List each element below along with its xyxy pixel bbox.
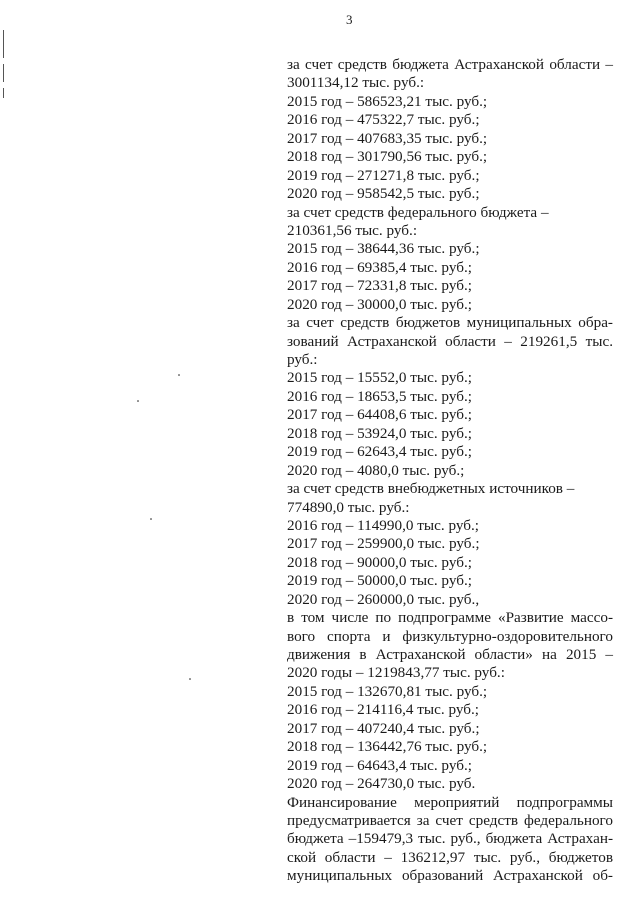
year-amount-line: 2018 год – 53924,0 тыс. руб.; [287, 424, 472, 442]
year-amount-line: 2016 год – 18653,5 тыс. руб.; [287, 387, 472, 405]
federal-budget-heading-line: 210361,56 тыс. руб.: [287, 221, 418, 239]
year-amount-line: 2017 год – 407683,35 тыс. руб.; [287, 129, 488, 147]
subprogram-section [287, 609, 613, 793]
year-amount-line: 2019 год – 64643,4 тыс. руб.; [287, 756, 472, 774]
extrabudgetary-section [287, 480, 613, 609]
year-amount-line: 2020 год – 264730,0 тыс. руб. [287, 775, 476, 793]
federal-budget-heading-line: за счет средств федерального бюджета – [287, 203, 549, 221]
year-amount-line: 2019 год – 62643,4 тыс. руб.; [287, 443, 472, 461]
year-amount-line: 2017 год – 259900,0 тыс. руб.; [287, 535, 480, 553]
subprogram-heading-line: в том числе по подпрограмме «Развитие массо- [287, 609, 613, 627]
scan-speck [137, 400, 139, 402]
year-amount-line: 2015 год – 15552,0 тыс. руб.; [287, 369, 472, 387]
year-amount-line: 2015 год – 132670,81 тыс. руб.; [287, 682, 488, 700]
year-amount-line: 2020 год – 30000,0 тыс. руб.; [287, 295, 472, 313]
subprogram-heading-line: вого спорта и физкультурно-оздоровительного [287, 627, 613, 645]
municipal-budget-heading-line: за счет средств бюджетов муниципальных обра- [287, 314, 613, 332]
subprogram-heading-line: 2020 годы – 1219843,77 тыс. руб.: [287, 664, 505, 682]
year-amount-line: 2017 год – 64408,6 тыс. руб.; [287, 406, 472, 424]
scan-speck [178, 374, 180, 376]
financing-paragraph-line: бюджета –159479,3 тыс. руб., бюджета Астрахан- [287, 830, 613, 848]
year-amount-line: 2019 год – 271271,8 тыс. руб.; [287, 166, 480, 184]
year-amount-line: 2018 год – 136442,76 тыс. руб.; [287, 738, 488, 756]
municipal-budget-heading-line: зований Астраханской области – 219261,5 тыс. [287, 332, 613, 350]
federal-budget-section [287, 204, 613, 315]
year-amount-line: 2017 год – 72331,8 тыс. руб.; [287, 277, 472, 295]
financing-paragraph-line: муниципальных образований Астраханской об- [287, 867, 613, 885]
municipal-budget-section [287, 314, 613, 480]
regional-budget-heading-line: за счет средств бюджета Астраханской области – [287, 56, 613, 73]
financing-paragraph-line: ской области – 136212,97 тыс. руб., бюджетов [287, 848, 613, 866]
year-amount-line: 2020 год – 958542,5 тыс. руб.; [287, 185, 480, 203]
year-amount-line: 2020 год – 260000,0 тыс. руб., [287, 590, 480, 608]
financing-paragraph-line: Финансирование мероприятий подпрограммы [287, 793, 613, 811]
year-amount-line: 2020 год – 4080,0 тыс. руб.; [287, 461, 465, 479]
year-amount-line: 2016 год – 214116,4 тыс. руб.; [287, 701, 479, 719]
subprogram-heading-line: движения в Астраханской области» на 2015 – [287, 646, 613, 663]
financing-paragraph [287, 794, 613, 886]
year-amount-line: 2019 год – 50000,0 тыс. руб.; [287, 572, 472, 590]
year-amount-line: 2016 год – 475322,7 тыс. руб.; [287, 111, 480, 129]
budget-text-column [287, 56, 613, 886]
scan-speck [150, 518, 152, 520]
extrabudgetary-heading-line: за счет средств внебюджетных источников – [287, 480, 575, 498]
financing-paragraph-line: предусматривается за счет средств федерального [287, 811, 613, 829]
year-amount-line: 2016 год – 114990,0 тыс. руб.; [287, 516, 479, 534]
municipal-budget-heading-line: руб.: [287, 351, 318, 368]
year-amount-line: 2017 год – 407240,4 тыс. руб.; [287, 719, 480, 737]
year-amount-line: 2018 год – 301790,56 тыс. руб.; [287, 148, 488, 166]
year-amount-line: 2016 год – 69385,4 тыс. руб.; [287, 258, 472, 276]
page-number: 3 [346, 12, 353, 27]
scan-speck [189, 678, 191, 680]
year-amount-line: 2015 год – 586523,21 тыс. руб.; [287, 92, 488, 110]
year-amount-line: 2015 год – 38644,36 тыс. руб.; [287, 240, 480, 258]
scan-margin-marks [3, 30, 6, 150]
extrabudgetary-heading-line: 774890,0 тыс. руб.: [287, 498, 410, 516]
regional-budget-heading-line: 3001134,12 тыс. руб.: [287, 74, 425, 92]
regional-budget-section [287, 56, 613, 204]
year-amount-line: 2018 год – 90000,0 тыс. руб.; [287, 553, 472, 571]
